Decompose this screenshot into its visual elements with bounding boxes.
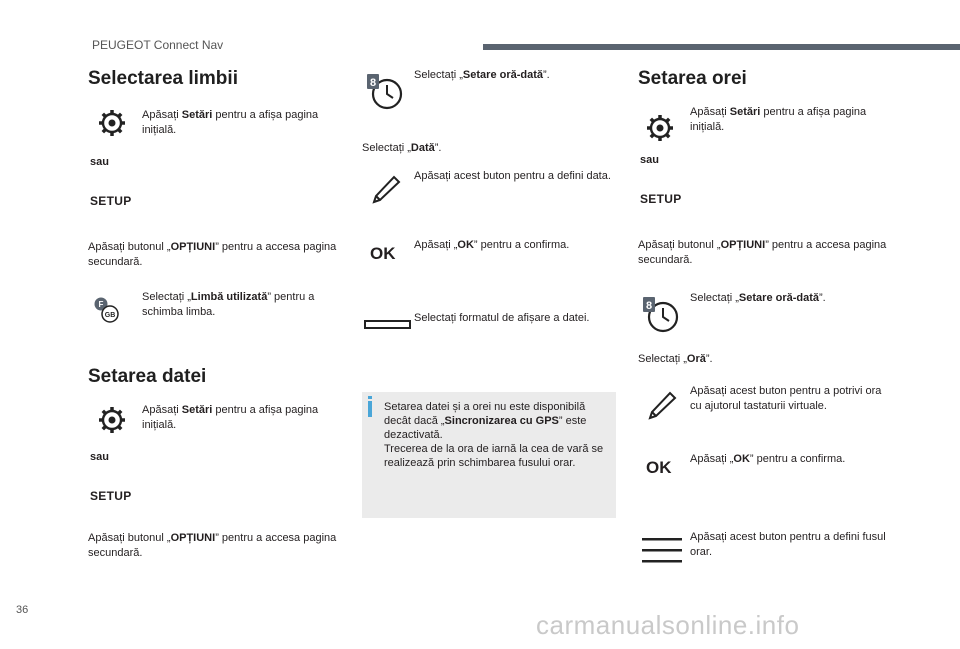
header-bar <box>483 44 960 50</box>
setup-button: SETUP <box>90 194 132 208</box>
date-format-icon <box>364 320 411 329</box>
setup-button-3: SETUP <box>640 192 682 206</box>
pencil-icon <box>368 172 404 208</box>
or-label: sau <box>90 156 109 168</box>
ok-button: OK <box>370 244 396 263</box>
instruction-date: Selectați „Dată”. <box>362 142 442 154</box>
instruction-date-format: Selectați formatul de afișare a datei. <box>414 312 590 324</box>
or-label-2: sau <box>90 451 109 463</box>
clock-icon <box>642 295 682 335</box>
gear-icon <box>97 405 127 435</box>
instruction-options: Apăsați butonul „OPȚIUNI” pentru a accesa pagina secundară. <box>88 241 337 268</box>
instruction-ok: Apăsați „OK” pentru a confirma. <box>414 239 570 251</box>
instruction-settings-3: Apăsați Setări pentru a afișa pagina inițială. <box>690 106 867 133</box>
setup-button-2: SETUP <box>90 489 132 503</box>
instruction-language: Selectați „Limbă utilizată” pentru a schimba limba. <box>142 291 315 318</box>
header-brand: PEUGEOT Connect Nav <box>92 38 224 52</box>
language-flag-icon <box>92 296 124 324</box>
clock-icon <box>366 72 406 112</box>
instruction-options-3: Apăsați butonul „OPȚIUNI” pentru a accesa pagina secundară. <box>638 239 887 266</box>
clock-badge: 8 <box>369 77 377 89</box>
section-title-time: Setarea orei <box>638 68 747 89</box>
ok-button-3: OK <box>646 458 672 477</box>
instruction-define-date: Apăsați acest buton pentru a defini data. <box>414 170 611 182</box>
menu-icon <box>642 536 682 566</box>
clock-badge-3: 8 <box>645 300 653 312</box>
or-label-3: sau <box>640 154 659 166</box>
instruction-set-hour: Apăsați acest buton pentru a potrivi ora cu ajutorul tastaturii virtuale. <box>690 385 882 412</box>
gear-icon <box>97 108 127 138</box>
pencil-icon <box>644 388 680 424</box>
gear-icon <box>645 113 675 143</box>
page-number: 36 <box>16 604 29 616</box>
instruction-options-2: Apăsați butonul „OPȚIUNI” pentru a accesa pagina secundară. <box>88 532 337 559</box>
watermark: carmanualsonline.info <box>536 610 800 640</box>
section-title-language: Selectarea limbii <box>88 68 238 89</box>
info-bar <box>368 401 372 417</box>
instruction-ok-3: Apăsați „OK” pentru a confirma. <box>690 453 846 465</box>
instruction-hour: Selectați „Oră”. <box>638 353 713 365</box>
info-icon <box>368 396 372 399</box>
info-note-text: Setarea datei și a orei nu este disponibilă decât dacă „Sincronizarea cu GPS” este dezactivată. Trecerea de la ora de iarnă la cea de vară se realizează prin schimbarea fusului orar. <box>384 401 604 469</box>
instruction-time-date-3: Selectați „Setare oră-dată”. <box>690 292 826 304</box>
flag-gb-label: GB <box>104 312 116 319</box>
instruction-timezone: Apăsați acest buton pentru a defini fusul orar. <box>690 531 886 558</box>
flag-f-label: F <box>98 300 104 309</box>
instruction-settings: Apăsați Setări pentru a afișa pagina inițială. <box>142 109 319 136</box>
instruction-settings-2: Apăsați Setări pentru a afișa pagina inițială. <box>142 404 319 431</box>
instruction-time-date: Selectați „Setare oră-dată”. <box>414 69 550 81</box>
section-title-date: Setarea datei <box>88 366 207 387</box>
